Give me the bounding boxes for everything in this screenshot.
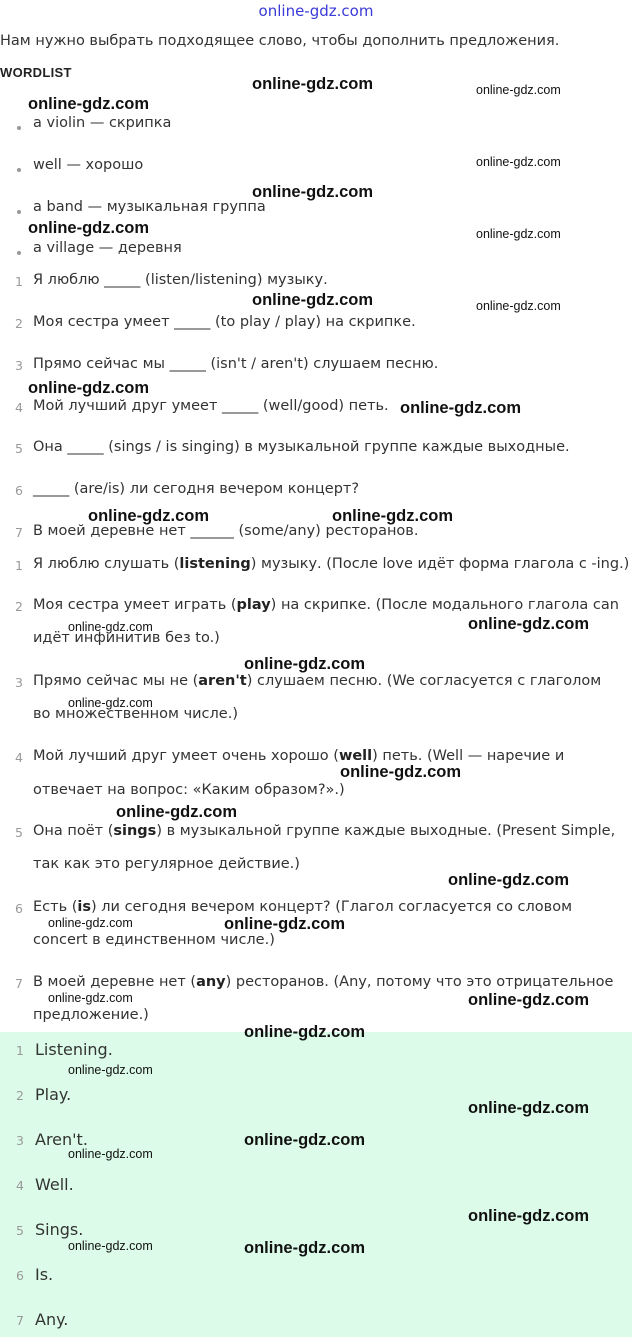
item-number: 3 <box>15 358 23 373</box>
explanation-text: ) в музыкальной группе каждые выходные. (Present Simple, <box>156 823 616 839</box>
watermark: online-gdz.com <box>28 95 149 113</box>
explanation-text: ) на скрипке. (После модального глагола can <box>270 597 619 613</box>
explanation-text: Есть ( <box>33 899 78 915</box>
exercise-item: Я люблю _____ (listen/listening) музыку. <box>33 272 328 288</box>
explanation-text: Прямо сейчас мы не ( <box>33 673 199 689</box>
bullet-icon <box>17 210 21 214</box>
explanation-item <box>33 673 601 689</box>
explanation-answer: sings <box>113 823 157 839</box>
watermark: online-gdz.com <box>476 299 561 313</box>
explanation-answer: listening <box>179 556 251 572</box>
explanation-item <box>33 748 564 764</box>
explanation-continuation: во множественном числе.) <box>33 706 238 722</box>
watermark: online-gdz.com <box>116 803 237 821</box>
watermark: online-gdz.com <box>68 1147 153 1161</box>
watermark: online-gdz.com <box>448 871 569 889</box>
item-number: 4 <box>15 750 23 765</box>
watermark: online-gdz.com <box>244 1023 365 1041</box>
item-number: 2 <box>15 316 23 331</box>
watermark: online-gdz.com <box>252 291 373 309</box>
answer-item: Well. <box>35 1175 74 1194</box>
explanation-text: ) ресторанов. (Any, потому что это отрицательное <box>225 974 614 990</box>
explanation-item <box>33 974 613 990</box>
exercise-item: В моей деревне нет ______ (some/any) ресторанов. <box>33 523 419 539</box>
explanation-item <box>33 556 629 572</box>
explanation-text: Моя сестра умеет играть ( <box>33 597 237 613</box>
answer-item: Is. <box>35 1265 54 1284</box>
item-number: 5 <box>15 441 23 456</box>
answer-item: Play. <box>35 1085 72 1104</box>
item-number: 1 <box>15 274 23 289</box>
item-number: 4 <box>16 1178 24 1193</box>
explanation-text: ) петь. (Well — наречие и <box>372 748 565 764</box>
explanation-text: ) музыку. (После love идёт форма глагола с -ing.) <box>250 556 630 572</box>
explanation-answer: is <box>77 899 92 915</box>
watermark: online-gdz.com <box>244 655 365 673</box>
item-number: 7 <box>16 1313 24 1328</box>
watermark: online-gdz.com <box>400 399 521 417</box>
item-number: 6 <box>15 901 23 916</box>
exercise-item: Мой лучший друг умеет _____ (well/good) петь. <box>33 398 389 414</box>
item-number: 5 <box>15 825 23 840</box>
watermark: online-gdz.com <box>468 1207 589 1225</box>
exercise-item: _____ (are/is) ли сегодня вечером концерт? <box>33 481 360 497</box>
watermark: online-gdz.com <box>252 75 373 93</box>
item-number: 6 <box>15 483 23 498</box>
explanation-item <box>33 899 572 915</box>
bullet-icon <box>17 251 21 255</box>
top-watermark: online-gdz.com <box>258 2 374 20</box>
explanation-item <box>33 823 615 839</box>
item-number: 2 <box>15 599 23 614</box>
item-number: 4 <box>15 400 23 415</box>
item-number: 6 <box>16 1268 24 1283</box>
item-number: 5 <box>16 1223 24 1238</box>
watermark: online-gdz.com <box>68 696 153 710</box>
watermark: online-gdz.com <box>224 915 345 933</box>
watermark: online-gdz.com <box>48 991 133 1005</box>
watermark: online-gdz.com <box>48 916 133 930</box>
watermark: online-gdz.com <box>88 507 209 525</box>
watermark: online-gdz.com <box>68 1239 153 1253</box>
bullet-icon <box>17 168 21 172</box>
intro-text: Нам нужно выбрать подходящее слово, чтобы дополнить предложения. <box>0 33 560 49</box>
item-number: 7 <box>15 976 23 991</box>
item-number: 1 <box>16 1043 24 1058</box>
explanation-answer: any <box>196 974 226 990</box>
watermark: online-gdz.com <box>244 1239 365 1257</box>
watermark: online-gdz.com <box>68 1063 153 1077</box>
wordlist-item: well — хорошо <box>33 157 144 173</box>
explanation-continuation: отвечает на вопрос: «Каким образом?».) <box>33 782 345 798</box>
watermark: online-gdz.com <box>28 379 149 397</box>
wordlist-item: a band — музыкальная группа <box>33 199 266 215</box>
explanation-text: Мой лучший друг умеет очень хорошо ( <box>33 748 339 764</box>
explanation-continuation: concert в единственном числе.) <box>33 932 275 948</box>
watermark: online-gdz.com <box>28 219 149 237</box>
item-number: 2 <box>16 1088 24 1103</box>
watermark: online-gdz.com <box>476 155 561 169</box>
watermark: online-gdz.com <box>340 763 461 781</box>
wordlist-item: a violin — скрипка <box>33 115 172 131</box>
answers-panel <box>0 1032 632 1337</box>
explanation-text: ) ли сегодня вечером концерт? (Глагол согласуется со словом <box>91 899 573 915</box>
explanation-answer: well <box>338 748 373 764</box>
item-number: 7 <box>15 525 23 540</box>
explanation-continuation: предложение.) <box>33 1007 149 1023</box>
watermark: online-gdz.com <box>332 507 453 525</box>
answer-item: Sings. <box>35 1220 84 1239</box>
watermark: online-gdz.com <box>252 183 373 201</box>
explanation-text: Я люблю слушать ( <box>33 556 180 572</box>
watermark: online-gdz.com <box>476 227 561 241</box>
watermark: online-gdz.com <box>468 1099 589 1117</box>
watermark: online-gdz.com <box>476 83 561 97</box>
watermark: online-gdz.com <box>468 991 589 1009</box>
answer-item: Aren't. <box>35 1130 88 1149</box>
explanation-text: ) слушаем песню. (We согласуется с глаголом <box>246 673 602 689</box>
watermark: online-gdz.com <box>468 615 589 633</box>
watermark: online-gdz.com <box>68 620 153 634</box>
exercise-item: Моя сестра умеет _____ (to play / play) на скрипке. <box>33 314 416 330</box>
bullet-icon <box>17 126 21 130</box>
item-number: 3 <box>16 1133 24 1148</box>
explanation-text: В моей деревне нет ( <box>33 974 197 990</box>
answer-item: Listening. <box>35 1040 113 1059</box>
answer-item: Any. <box>35 1310 69 1329</box>
explanation-continuation: идёт инфинитив без to.) <box>33 630 220 646</box>
watermark: online-gdz.com <box>244 1131 365 1149</box>
exercise-item: Прямо сейчас мы _____ (isn't / aren't) слушаем песню. <box>33 356 439 372</box>
wordlist-item: a village — деревня <box>33 240 182 256</box>
explanation-answer: play <box>236 597 271 613</box>
explanation-answer: aren't <box>198 673 247 689</box>
explanation-text: Она поёт ( <box>33 823 114 839</box>
explanation-continuation: так как это регулярное действие.) <box>33 856 300 872</box>
wordlist-title: WORDLIST <box>0 65 72 80</box>
explanation-item <box>33 597 619 613</box>
item-number: 3 <box>15 675 23 690</box>
item-number: 1 <box>15 558 23 573</box>
exercise-item: Она _____ (sings / is singing) в музыкальной группе каждые выходные. <box>33 439 570 455</box>
